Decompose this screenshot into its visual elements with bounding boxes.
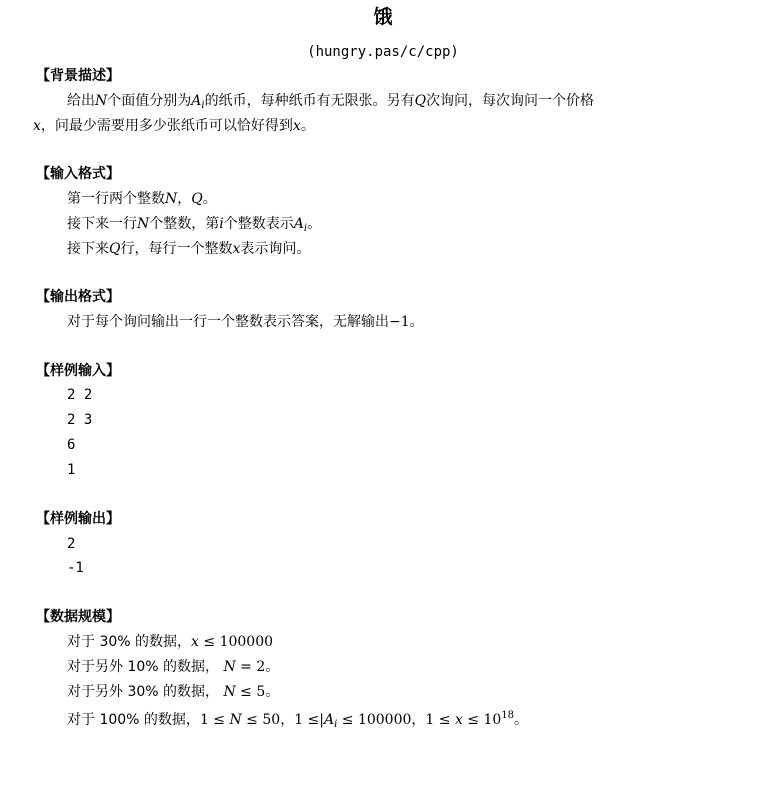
constraint-line-1	[67, 631, 273, 653]
math-var-n: N	[165, 191, 178, 207]
constraint-line-3	[67, 681, 279, 703]
constraints-heading: 【数据规模】	[36, 609, 120, 625]
sample-input-heading: 【样例输入】	[36, 363, 120, 379]
math-var-x: x	[33, 118, 41, 134]
input-line-1	[67, 188, 217, 210]
text-fragment: 。	[307, 216, 322, 232]
text-fragment: 第一行两个整数	[67, 191, 165, 207]
input-line-3	[67, 238, 310, 260]
text-fragment: ，问最少需要用多少张纸币可以恰好得到	[40, 118, 293, 134]
sample-output-line: 2	[67, 536, 76, 552]
math-number: −1	[389, 314, 410, 330]
text-fragment: 。	[409, 314, 424, 330]
math-var-a: A	[293, 216, 304, 232]
output-line-1	[67, 311, 424, 333]
math-subscript-i: i	[201, 100, 205, 111]
math-var-x: x	[191, 634, 199, 650]
input-heading: 【输入格式】	[36, 166, 120, 182]
math-subscript-i: i	[334, 719, 338, 730]
math-var-n: N	[223, 684, 236, 700]
background-line-1	[67, 90, 594, 117]
math-subscript-i: i	[303, 223, 308, 234]
math-var-a: A	[191, 93, 202, 109]
math-expression: ≤ 100000	[337, 712, 412, 728]
text-fragment: 。	[265, 659, 280, 675]
math-expression: ≤ 10	[462, 712, 502, 728]
text-fragment: 个面值分别为	[107, 93, 192, 109]
constraint-line-2	[67, 656, 279, 678]
text-fragment: 对于每个询问输出一行一个整数表示答案，无解输出	[67, 314, 389, 330]
text-fragment: 对于另外 30% 的数据，	[67, 684, 224, 700]
math-var-n: N	[95, 93, 108, 109]
input-line-2	[67, 213, 321, 240]
math-var-n: N	[137, 216, 150, 232]
text-fragment: 。	[265, 684, 280, 700]
math-var-x: x	[454, 712, 463, 728]
problem-filename: (hungry.pas/c/cpp)	[307, 44, 459, 60]
math-var-n: N	[223, 659, 236, 675]
text-fragment: 给出	[67, 93, 95, 109]
math-superscript: 18	[501, 710, 515, 721]
sample-input-line: 2 3	[67, 412, 93, 428]
math-var-q: Q	[191, 191, 203, 207]
math-expression: ≤ 50	[241, 712, 281, 728]
sample-output-heading: 【样例输出】	[36, 511, 120, 527]
text-fragment: 对于另外 10% 的数据，	[67, 659, 224, 675]
text-fragment: 接下来	[67, 241, 109, 257]
math-var-i: i	[219, 216, 224, 232]
math-var-x: x	[232, 241, 241, 257]
text-fragment: 。	[300, 118, 315, 134]
text-fragment: 表示询问。	[240, 241, 311, 257]
math-var-q: Q	[414, 93, 427, 109]
math-expression: 1 ≤|	[294, 712, 324, 728]
text-fragment: ，	[280, 712, 295, 728]
text-fragment: ，	[177, 191, 192, 207]
math-expression: ≤ 5	[235, 684, 266, 700]
text-fragment: 的纸币，每种纸币有无限张。另有	[204, 93, 415, 109]
text-fragment: ，	[411, 712, 426, 728]
text-fragment: 个整数，第	[149, 216, 220, 232]
math-var-q: Q	[109, 241, 121, 257]
text-fragment: 个整数表示	[223, 216, 294, 232]
background-heading: 【背景描述】	[36, 68, 120, 84]
text-fragment: 接下来一行	[67, 216, 137, 232]
background-line-2	[33, 115, 315, 137]
text-fragment: 。	[202, 191, 217, 207]
math-var-a: A	[324, 712, 335, 728]
text-fragment: 行，每行一个整数	[120, 241, 233, 257]
math-expression: ≤ 100000	[198, 634, 274, 650]
text-fragment: 对于 100% 的数据，	[67, 712, 200, 728]
constraint-line-4	[67, 705, 528, 736]
math-var-n: N	[229, 712, 242, 728]
text-fragment: 次询问，每次询问一个价格	[426, 93, 595, 109]
problem-title: 饿	[373, 6, 393, 28]
math-var-x: x	[292, 118, 301, 134]
math-expression: 1 ≤	[199, 712, 230, 728]
sample-input-line: 2 2	[67, 387, 93, 403]
math-expression: = 2	[235, 659, 266, 675]
output-heading: 【输出格式】	[36, 289, 120, 305]
text-fragment: 。	[514, 712, 529, 728]
sample-input-line: 6	[67, 437, 76, 453]
sample-input-line: 1	[67, 462, 76, 478]
sample-output-line: -1	[67, 560, 84, 576]
text-fragment: 对于 30% 的数据，	[67, 634, 192, 650]
math-expression: 1 ≤	[425, 712, 455, 728]
